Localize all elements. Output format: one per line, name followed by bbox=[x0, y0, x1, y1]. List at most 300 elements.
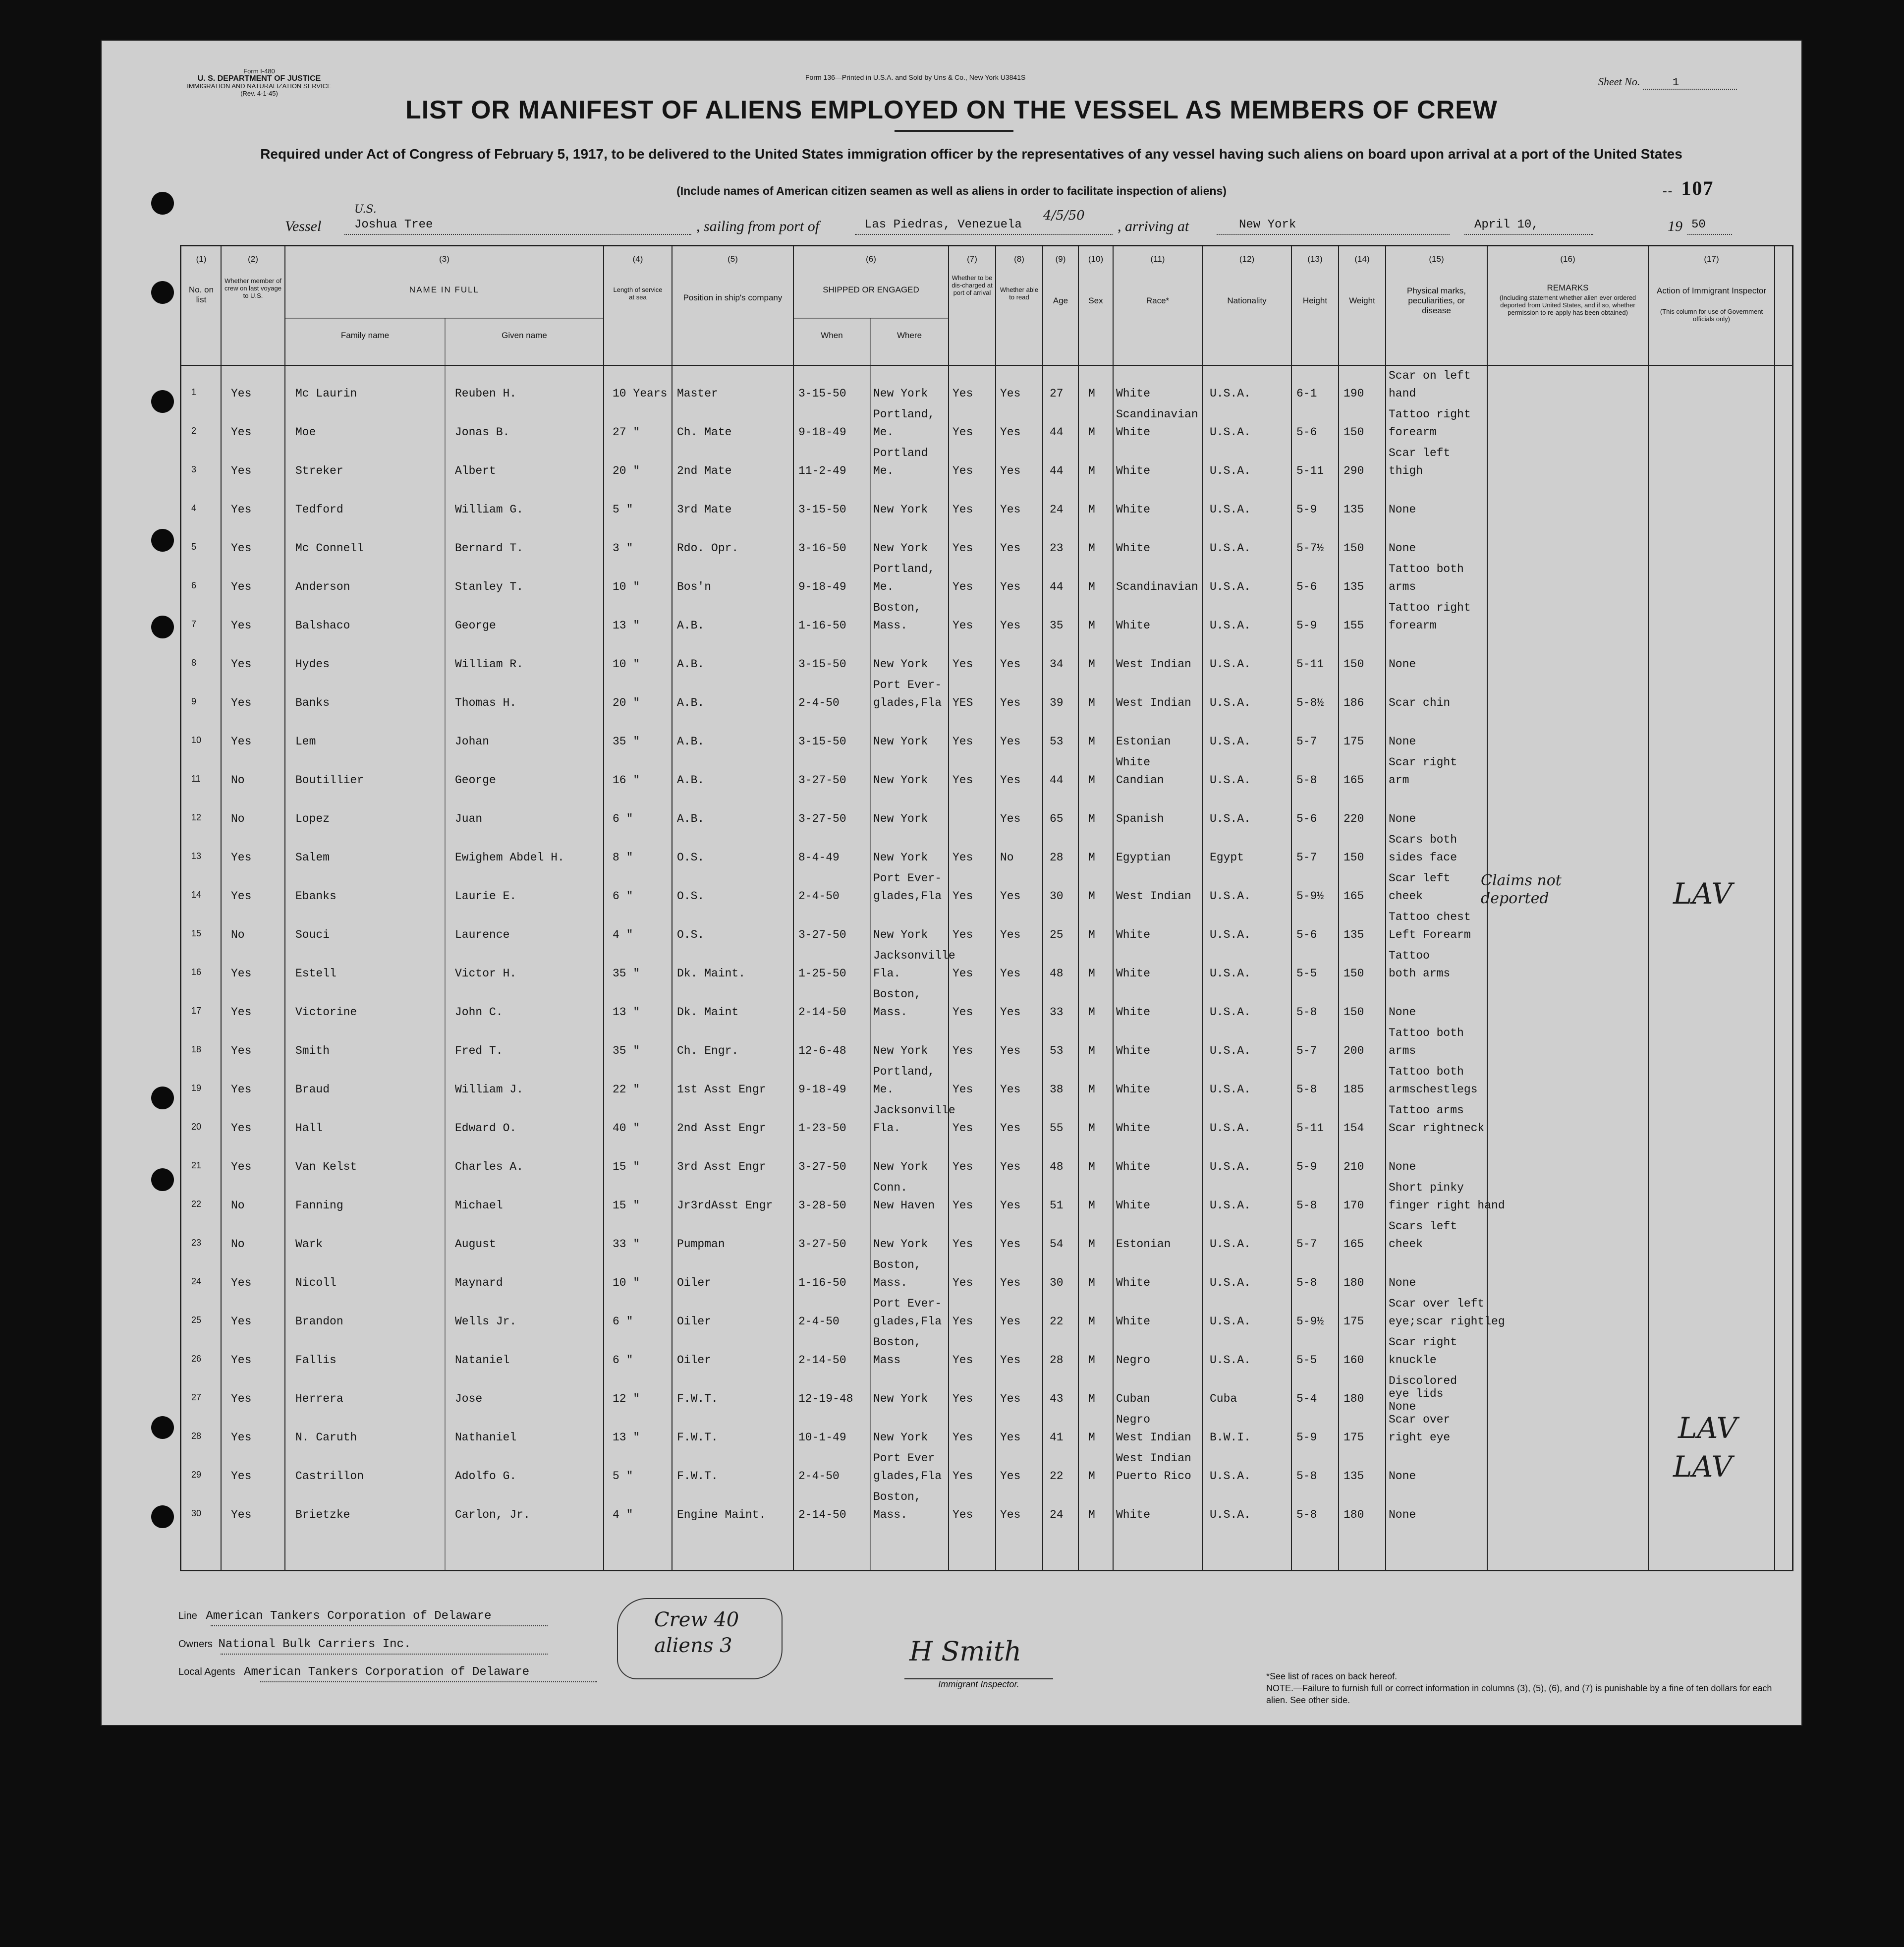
sex-text: M bbox=[1088, 1044, 1095, 1057]
row-number bbox=[191, 524, 211, 563]
discharge-text: Yes bbox=[952, 774, 973, 787]
service-length bbox=[613, 988, 671, 1027]
physical-marks-line: Scars both bbox=[1389, 833, 1457, 846]
age bbox=[1050, 1413, 1077, 1452]
position-text: Pumpman bbox=[677, 1238, 725, 1251]
weight-text: 165 bbox=[1344, 774, 1364, 787]
age bbox=[1050, 988, 1077, 1027]
nationality-text: U.S.A. bbox=[1210, 542, 1251, 555]
crew-last-voyage-text: Yes bbox=[231, 1006, 252, 1019]
punch-hole bbox=[151, 529, 174, 552]
row-number bbox=[191, 369, 211, 408]
crew-last-voyage bbox=[231, 1259, 280, 1297]
nationality bbox=[1210, 1374, 1289, 1413]
row-number bbox=[191, 1259, 211, 1297]
discharge bbox=[952, 679, 995, 717]
shipped-when bbox=[798, 1452, 868, 1490]
weight-text: 155 bbox=[1344, 619, 1364, 632]
nationality bbox=[1210, 447, 1289, 485]
family-name bbox=[295, 949, 439, 988]
physical-marks bbox=[1389, 369, 1508, 408]
discharge bbox=[952, 1413, 995, 1452]
physical-marks-line: None bbox=[1389, 1006, 1416, 1019]
shipped-when bbox=[798, 601, 868, 640]
able-to-read-text: Yes bbox=[1000, 1199, 1021, 1212]
sex bbox=[1088, 1065, 1108, 1104]
sex-text: M bbox=[1088, 735, 1095, 748]
nationality bbox=[1210, 1490, 1289, 1529]
able-to-read bbox=[1000, 1336, 1042, 1374]
race bbox=[1116, 1027, 1203, 1065]
shipped-when-text: 3-27-50 bbox=[798, 928, 846, 941]
able-to-read-text: Yes bbox=[1000, 387, 1021, 400]
position bbox=[677, 524, 791, 563]
revision: (Rev. 4-1-45) bbox=[240, 90, 278, 97]
shipped-when-text: 2-4-50 bbox=[798, 890, 840, 903]
height-text: 5-11 bbox=[1296, 464, 1324, 477]
action-subnote: (This column for use of Government officials only) bbox=[1660, 308, 1763, 323]
discharge-text: Yes bbox=[952, 1276, 973, 1289]
age bbox=[1050, 1259, 1077, 1297]
discharge bbox=[952, 1143, 995, 1181]
vessel-name: Joshua Tree bbox=[354, 218, 433, 231]
crew-last-voyage bbox=[231, 988, 280, 1027]
height bbox=[1296, 485, 1339, 524]
able-to-read-text: Yes bbox=[1000, 1160, 1021, 1173]
height-text: 6-1 bbox=[1296, 387, 1317, 400]
table-row bbox=[181, 524, 1792, 562]
service-length-text: 4 " bbox=[613, 928, 633, 941]
sex bbox=[1088, 679, 1108, 717]
shipped-where bbox=[873, 1336, 948, 1374]
sex-text: M bbox=[1088, 1199, 1095, 1212]
discharge bbox=[952, 833, 995, 872]
weight bbox=[1344, 1181, 1386, 1220]
crew-last-voyage bbox=[231, 1490, 280, 1529]
physical-marks bbox=[1389, 408, 1508, 447]
col-3-number: (3) bbox=[439, 254, 449, 264]
table-row bbox=[181, 1027, 1792, 1064]
shipped-when-text: 3-27-50 bbox=[798, 774, 846, 787]
able-to-read bbox=[1000, 447, 1042, 485]
row-number bbox=[191, 1181, 211, 1220]
col-9-header: Age bbox=[1053, 296, 1068, 305]
shipped-where-line: New York bbox=[873, 1044, 928, 1057]
height bbox=[1296, 872, 1339, 911]
age bbox=[1050, 369, 1077, 408]
able-to-read bbox=[1000, 1297, 1042, 1336]
family-name-text: Boutillier bbox=[295, 774, 364, 787]
age bbox=[1050, 485, 1077, 524]
sex-text: M bbox=[1088, 1122, 1095, 1135]
given-name-text: Juan bbox=[455, 812, 483, 825]
weight-text: 135 bbox=[1344, 1470, 1364, 1483]
able-to-read-text: Yes bbox=[1000, 1508, 1021, 1521]
crew-last-voyage-text: Yes bbox=[231, 1431, 252, 1444]
sex-text: M bbox=[1088, 1006, 1095, 1019]
height bbox=[1296, 1413, 1339, 1452]
physical-marks bbox=[1389, 1490, 1508, 1529]
position-text: Master bbox=[677, 387, 718, 400]
discharge bbox=[952, 563, 995, 601]
family-name-text: N. Caruth bbox=[295, 1431, 357, 1444]
sex bbox=[1088, 795, 1108, 833]
sex bbox=[1088, 369, 1108, 408]
nationality-text: U.S.A. bbox=[1210, 619, 1251, 632]
punch-hole bbox=[151, 1416, 174, 1439]
service-length-text: 16 " bbox=[613, 774, 640, 787]
position-text: O.S. bbox=[677, 928, 705, 941]
crew-last-voyage-text: Yes bbox=[231, 503, 252, 516]
weight-text: 175 bbox=[1344, 1431, 1364, 1444]
physical-marks bbox=[1389, 911, 1508, 949]
height-text: 5-4 bbox=[1296, 1392, 1317, 1405]
height-text: 5-8½ bbox=[1296, 696, 1324, 709]
race-line: White bbox=[1116, 1276, 1151, 1289]
crew-last-voyage bbox=[231, 1104, 280, 1143]
form-number: Form I-480 bbox=[243, 67, 275, 75]
table-row bbox=[181, 756, 1792, 794]
shipped-where-line: Mass. bbox=[873, 1006, 908, 1019]
given-name bbox=[455, 1336, 604, 1374]
able-to-read bbox=[1000, 563, 1042, 601]
crew-last-voyage-text: No bbox=[231, 1199, 245, 1212]
table-row bbox=[181, 833, 1792, 871]
crew-count-line: Crew 40 bbox=[654, 1608, 739, 1631]
col-5-header: Position in ship's company bbox=[683, 293, 783, 302]
shipped-where-line: Jacksonville bbox=[873, 1104, 955, 1117]
physical-marks-line: eye lids bbox=[1389, 1387, 1444, 1400]
physical-marks bbox=[1389, 485, 1508, 524]
crew-last-voyage bbox=[231, 485, 280, 524]
position bbox=[677, 1374, 791, 1413]
physical-marks-line: Scar right bbox=[1389, 1336, 1457, 1349]
physical-marks-line: None bbox=[1389, 1160, 1416, 1173]
age-text: 44 bbox=[1050, 580, 1064, 593]
service-length bbox=[613, 717, 671, 756]
given-name-text: Nataniel bbox=[455, 1354, 510, 1367]
col-15-header: Physical marks, peculiarities, or disease bbox=[1406, 286, 1466, 315]
sex bbox=[1088, 408, 1108, 447]
page-subtitle: Required under Act of Congress of February 5, 1917, to be delivered to the United States immigration officer by the representatives of any vessel having such aliens on board upon arrival at a port of the United States bbox=[260, 146, 1682, 162]
row-number bbox=[191, 679, 211, 717]
crew-last-voyage bbox=[231, 872, 280, 911]
family-name-text: Brietzke bbox=[295, 1508, 350, 1521]
shipped-when bbox=[798, 717, 868, 756]
height-text: 5-5 bbox=[1296, 967, 1317, 980]
given-name bbox=[455, 717, 604, 756]
age-text: 35 bbox=[1050, 619, 1064, 632]
weight bbox=[1344, 563, 1386, 601]
row-number-text: 2 bbox=[191, 426, 197, 436]
service-length-text: 20 " bbox=[613, 696, 640, 709]
row-number-text: 26 bbox=[191, 1354, 202, 1364]
weight-text: 160 bbox=[1344, 1354, 1364, 1367]
physical-marks-line: Discolored bbox=[1389, 1374, 1457, 1387]
height-text: 5-9 bbox=[1296, 1160, 1317, 1173]
crew-last-voyage-text: Yes bbox=[231, 851, 252, 864]
manifest-sheet bbox=[102, 41, 1801, 1725]
family-name bbox=[295, 1104, 439, 1143]
physical-marks-line: Tattoo both bbox=[1389, 563, 1464, 575]
crew-last-voyage-text: Yes bbox=[231, 967, 252, 980]
nationality bbox=[1210, 795, 1289, 833]
service-length-text: 13 " bbox=[613, 1006, 640, 1019]
position bbox=[677, 563, 791, 601]
crew-last-voyage bbox=[231, 408, 280, 447]
service-length-text: 22 " bbox=[613, 1083, 640, 1096]
service-length-text: 6 " bbox=[613, 812, 633, 825]
shipped-when-text: 9-18-49 bbox=[798, 1083, 846, 1096]
title-rule bbox=[895, 130, 1013, 132]
weight bbox=[1344, 485, 1386, 524]
footer-owners bbox=[178, 1638, 411, 1651]
table-row bbox=[181, 1297, 1792, 1335]
crew-count-note bbox=[654, 1607, 739, 1659]
age-text: 22 bbox=[1050, 1315, 1064, 1328]
height bbox=[1296, 1220, 1339, 1259]
able-to-read-text: Yes bbox=[1000, 1083, 1021, 1096]
age bbox=[1050, 949, 1077, 988]
shipped-when bbox=[798, 1490, 868, 1529]
height-text: 5-7 bbox=[1296, 735, 1317, 748]
race-line: White bbox=[1116, 503, 1151, 516]
position-text: Rdo. Opr. bbox=[677, 542, 739, 555]
nationality bbox=[1210, 872, 1289, 911]
weight bbox=[1344, 1220, 1386, 1259]
physical-marks bbox=[1389, 447, 1508, 485]
age-text: 25 bbox=[1050, 928, 1064, 941]
able-to-read-text: Yes bbox=[1000, 1392, 1021, 1405]
nationality bbox=[1210, 485, 1289, 524]
given-name-text: Ewighem Abdel H. bbox=[455, 851, 564, 864]
shipped-when-text: 2-4-50 bbox=[798, 696, 840, 709]
race-line: White bbox=[1116, 426, 1151, 439]
race-line: White bbox=[1116, 619, 1151, 632]
able-to-read-text: Yes bbox=[1000, 967, 1021, 980]
discharge bbox=[952, 1452, 995, 1490]
able-to-read bbox=[1000, 1413, 1042, 1452]
nationality-text: U.S.A. bbox=[1210, 735, 1251, 748]
shipped-where-line: Fla. bbox=[873, 967, 901, 980]
shipped-where-line: New York bbox=[873, 542, 928, 555]
sex-text: M bbox=[1088, 1083, 1095, 1096]
given-name-text: Bernard T. bbox=[455, 542, 524, 555]
family-name-text: Hydes bbox=[295, 658, 330, 671]
weight bbox=[1344, 911, 1386, 949]
service-length bbox=[613, 911, 671, 949]
service-length-text: 15 " bbox=[613, 1160, 640, 1173]
height-text: 5-9½ bbox=[1296, 890, 1324, 903]
position-text: 3rd Mate bbox=[677, 503, 732, 516]
sex-text: M bbox=[1088, 1431, 1095, 1444]
physical-marks-line: sides face bbox=[1389, 851, 1457, 864]
where-header: Where bbox=[896, 331, 922, 340]
punch-hole bbox=[151, 616, 174, 638]
family-name bbox=[295, 447, 439, 485]
discharge-text: YES bbox=[952, 696, 973, 709]
row-number-text: 16 bbox=[191, 967, 202, 977]
family-name bbox=[295, 563, 439, 601]
weight-text: 150 bbox=[1344, 542, 1364, 555]
sailing-date-handwritten: 4/5/50 bbox=[1043, 208, 1085, 223]
crew-last-voyage bbox=[231, 679, 280, 717]
nationality bbox=[1210, 949, 1289, 988]
age bbox=[1050, 1027, 1077, 1065]
physical-marks-line: None bbox=[1389, 1470, 1416, 1483]
given-name bbox=[455, 640, 604, 679]
col-6-number: (6) bbox=[866, 254, 876, 264]
col-16-number: (16) bbox=[1560, 254, 1575, 264]
line-value: American Tankers Corporation of Delaware bbox=[206, 1609, 492, 1623]
service-length-text: 27 " bbox=[613, 426, 640, 439]
nationality bbox=[1210, 717, 1289, 756]
service-length-text: 40 " bbox=[613, 1122, 640, 1135]
discharge bbox=[952, 447, 995, 485]
physical-marks bbox=[1389, 949, 1508, 988]
weight bbox=[1344, 679, 1386, 717]
height-text: 5-9 bbox=[1296, 619, 1317, 632]
col-16-header: REMARKS bbox=[1547, 283, 1589, 292]
discharge bbox=[952, 1297, 995, 1336]
nationality-text: Cuba bbox=[1210, 1392, 1237, 1405]
table-row bbox=[181, 485, 1792, 523]
family-name bbox=[295, 408, 439, 447]
shipped-when-text: 3-15-50 bbox=[798, 503, 846, 516]
race bbox=[1116, 1297, 1203, 1336]
position bbox=[677, 1336, 791, 1374]
physical-marks bbox=[1389, 1413, 1508, 1452]
nationality-text: U.S.A. bbox=[1210, 464, 1251, 477]
crew-last-voyage-text: Yes bbox=[231, 619, 252, 632]
height bbox=[1296, 408, 1339, 447]
shipped-when bbox=[798, 1065, 868, 1104]
race bbox=[1116, 1259, 1203, 1297]
weight-text: 175 bbox=[1344, 1315, 1364, 1328]
race-line: White bbox=[1116, 464, 1151, 477]
shipped-when-text: 12-19-48 bbox=[798, 1392, 853, 1405]
col-8-number: (8) bbox=[1014, 254, 1024, 264]
physical-marks-line: None bbox=[1389, 1400, 1416, 1413]
row-number bbox=[191, 1065, 211, 1104]
shipped-where-line: Boston, bbox=[873, 601, 921, 614]
nationality bbox=[1210, 1336, 1289, 1374]
physical-marks-line: Scar chin bbox=[1389, 696, 1451, 709]
age-text: 24 bbox=[1050, 1508, 1064, 1521]
shipped-when-text: 3-28-50 bbox=[798, 1199, 846, 1212]
table-row bbox=[181, 1413, 1792, 1451]
service-length bbox=[613, 872, 671, 911]
family-name bbox=[295, 1065, 439, 1104]
position-text: 2nd Asst Engr bbox=[677, 1122, 766, 1135]
table-row bbox=[181, 601, 1792, 639]
table-row bbox=[181, 1336, 1792, 1374]
family-name-text: Fallis bbox=[295, 1354, 336, 1367]
shipped-where-line: New York bbox=[873, 851, 928, 864]
family-name-text: Salem bbox=[295, 851, 330, 864]
height-text: 5-6 bbox=[1296, 928, 1317, 941]
age bbox=[1050, 1490, 1077, 1529]
given-name-text: George bbox=[455, 774, 496, 787]
row-number-text: 1 bbox=[191, 387, 197, 397]
able-to-read-text: Yes bbox=[1000, 1044, 1021, 1057]
row-number bbox=[191, 795, 211, 833]
discharge-text: Yes bbox=[952, 1392, 973, 1405]
position-text: Ch. Engr. bbox=[677, 1044, 739, 1057]
row-number-text: 6 bbox=[191, 580, 197, 590]
shipped-where bbox=[873, 988, 948, 1027]
position bbox=[677, 795, 791, 833]
shipped-where-line: glades,Fla bbox=[873, 696, 942, 709]
service-length-text: 35 " bbox=[613, 1044, 640, 1057]
sex bbox=[1088, 1181, 1108, 1220]
age-text: 38 bbox=[1050, 1083, 1064, 1096]
shipped-when bbox=[798, 1181, 868, 1220]
age bbox=[1050, 524, 1077, 563]
able-to-read-text: Yes bbox=[1000, 1431, 1021, 1444]
row-number-text: 4 bbox=[191, 503, 197, 513]
family-name-text: Lopez bbox=[295, 812, 330, 825]
shipped-when bbox=[798, 911, 868, 949]
position bbox=[677, 1259, 791, 1297]
row-number-text: 29 bbox=[191, 1470, 202, 1480]
given-name bbox=[455, 524, 604, 563]
col-12-number: (12) bbox=[1239, 254, 1255, 264]
crew-last-voyage-text: No bbox=[231, 928, 245, 941]
discharge bbox=[952, 1027, 995, 1065]
height-text: 5-7 bbox=[1296, 1238, 1317, 1251]
able-to-read bbox=[1000, 872, 1042, 911]
given-name-text: Adolfo G. bbox=[455, 1470, 517, 1483]
able-to-read bbox=[1000, 1065, 1042, 1104]
nationality bbox=[1210, 679, 1289, 717]
position-text: Oiler bbox=[677, 1276, 712, 1289]
shipped-where bbox=[873, 1413, 948, 1452]
position bbox=[677, 872, 791, 911]
nationality-text: U.S.A. bbox=[1210, 1276, 1251, 1289]
physical-marks-line: Tattoo right bbox=[1389, 601, 1471, 614]
weight-text: 200 bbox=[1344, 1044, 1364, 1057]
able-to-read-text: Yes bbox=[1000, 890, 1021, 903]
weight-text: 186 bbox=[1344, 696, 1364, 709]
service-length bbox=[613, 1336, 671, 1374]
age bbox=[1050, 1104, 1077, 1143]
weight-text: 165 bbox=[1344, 890, 1364, 903]
discharge-text: Yes bbox=[952, 1006, 973, 1019]
weight bbox=[1344, 524, 1386, 563]
row-number bbox=[191, 911, 211, 949]
race bbox=[1116, 485, 1203, 524]
discharge bbox=[952, 795, 995, 833]
col-17-number: (17) bbox=[1704, 254, 1719, 264]
inspector-action-mark: LAV bbox=[1673, 877, 1733, 911]
table-row bbox=[181, 1065, 1792, 1103]
shipped-where bbox=[873, 911, 948, 949]
position-text: F.W.T. bbox=[677, 1470, 718, 1483]
family-name bbox=[295, 1027, 439, 1065]
table-row bbox=[181, 717, 1792, 755]
crew-last-voyage-text: Yes bbox=[231, 1044, 252, 1057]
physical-marks-line: Tattoo arms bbox=[1389, 1104, 1464, 1117]
shipped-where-line: glades,Fla bbox=[873, 1470, 942, 1483]
sex-text: M bbox=[1088, 1470, 1095, 1483]
inspector-label: Immigrant Inspector. bbox=[904, 1678, 1053, 1690]
nationality-text: B.W.I. bbox=[1210, 1431, 1251, 1444]
given-name-text: Thomas H. bbox=[455, 696, 517, 709]
crew-last-voyage bbox=[231, 1027, 280, 1065]
able-to-read-text: Yes bbox=[1000, 1276, 1021, 1289]
inspector-action-mark: LAV bbox=[1678, 1411, 1737, 1445]
